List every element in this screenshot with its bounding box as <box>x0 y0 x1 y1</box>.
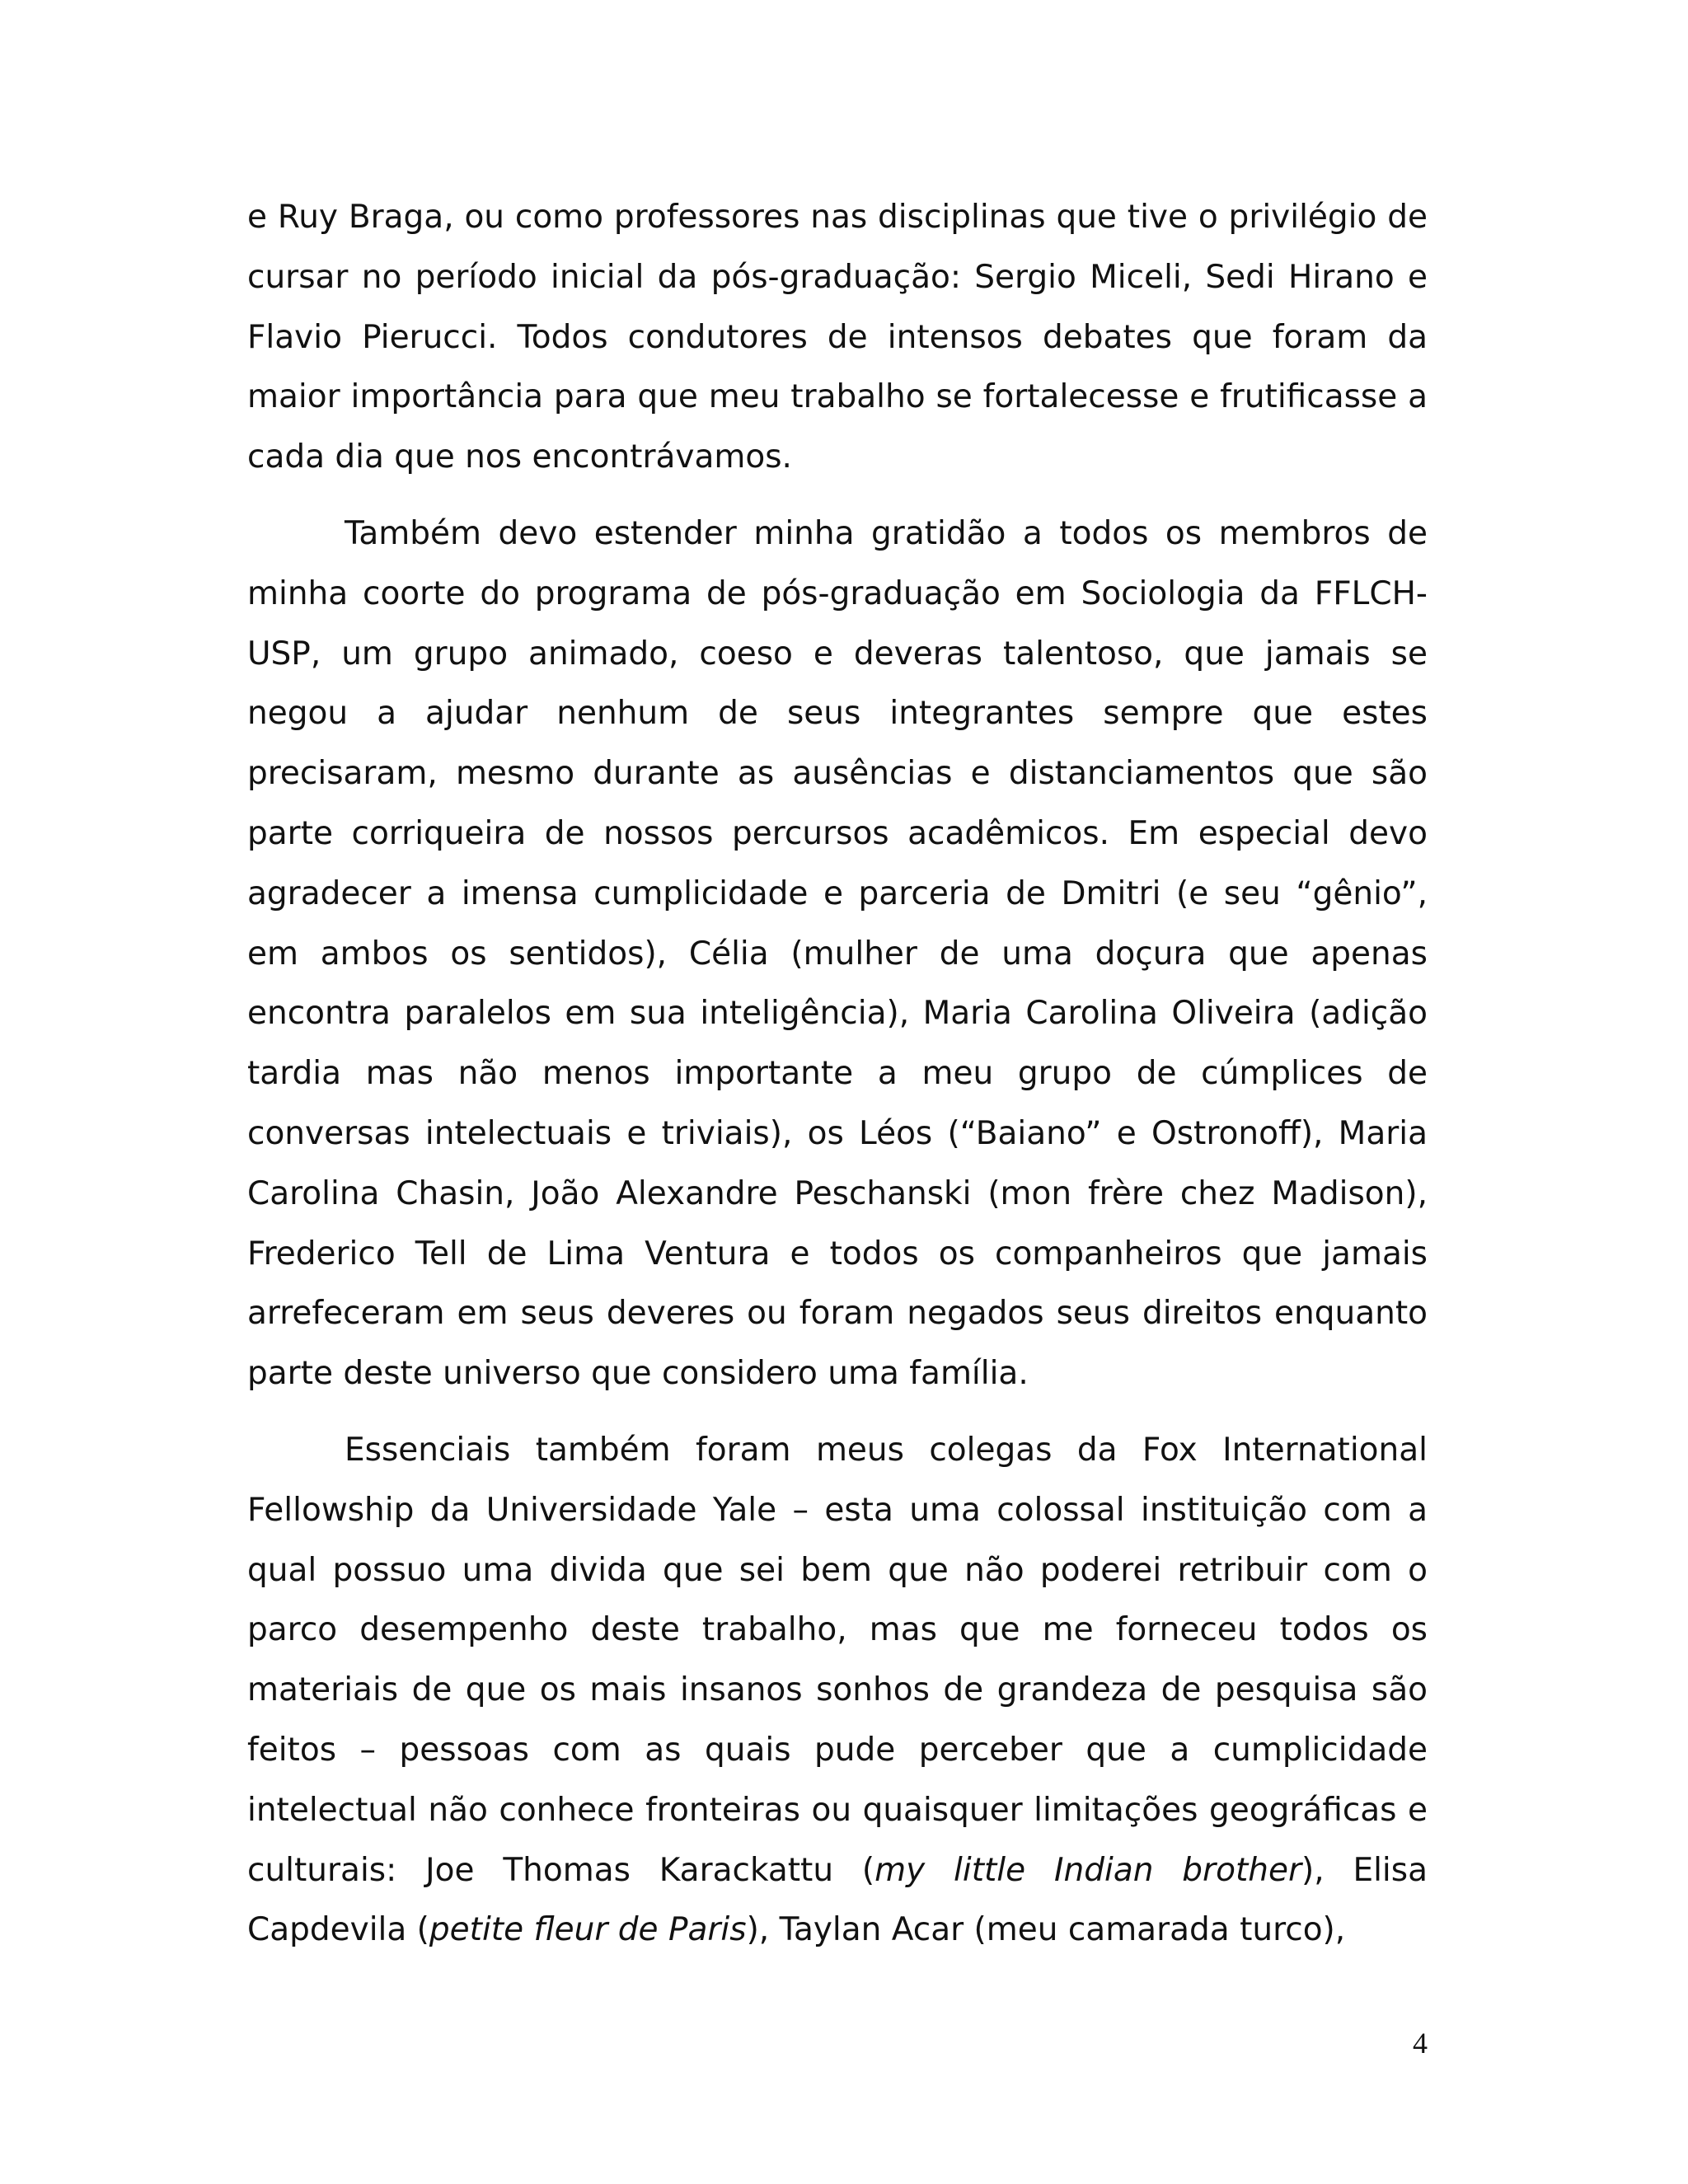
page-number: 4 <box>1413 2027 1428 2060</box>
paragraph-segment: ), Taylan Acar (meu camarada turco), <box>746 1911 1346 1949</box>
italic-phrase: my little Indian brother <box>874 1851 1301 1889</box>
paragraph-cohort-acknowledgment: Também devo estender minha gratidão a todos os membros de minha coorte do programa de pós-graduação em Sociologia da FFLCH-USP, um grupo animado, coeso e deveras talentoso, que jamais se negou a ajudar nenhum de seus integrantes sempre que estes precisaram, mesmo durante as ausências e distanciamentos que são parte corriqueira de nossos percursos acadêmicos. Em especial devo agradecer a imensa cumplicidade e parceria de Dmitri (e seu “gênio”, em ambos os sentidos), Célia (mulher de uma doçura que apenas encontra paralelos em sua inteligência), Maria Carolina Oliveira (adição tardia mas não menos importante a meu grupo de cúmplices de conversas intelectuais e triviais), os Léos (“Baiano” e Ostronoff), Maria Carolina Chasin, João Alexandre Peschanski (mon frère chez Madison), Frederico Tell de Lima Ventura e todos os companheiros que jamais arrefeceram em seus deveres ou foram negados seus direitos enquanto parte deste universo que considero uma família. <box>247 514 1428 1393</box>
body-text <box>247 188 1428 1961</box>
italic-phrase: petite fleur de Paris <box>429 1911 747 1949</box>
paragraph-segment: ), Elisa Capdevila ( <box>247 1851 1428 1949</box>
paragraph-segment: Essenciais também foram meus colegas da Fox International Fellowship da Universidade Yale – esta uma colossal instituição com a qual possuo uma divida que sei bem que não poderei retribuir com o parco desempenho deste trabalho, mas que me forneceu todos os materiais de que os mais insanos sonhos de grandeza de pesquisa são feitos – pessoas com as quais pude perceber que a cumplicidade intelectual não conhece fronteiras ou quaisquer limitações geográficas e culturais: Joe Thomas Karackattu ( <box>247 1431 1428 1889</box>
paragraph-continuation: e Ruy Braga, ou como professores nas disciplinas que tive o privilégio de cursar no período inicial da pós-graduação: Sergio Miceli, Sedi Hirano e Flavio Pierucci. Todos condutores de intensos debates que foram da maior importância para que meu trabalho se fortalecesse e frutificasse a cada dia que nos encontrávamos. <box>247 199 1428 476</box>
paragraph-fox-fellowship <box>247 1421 1428 1961</box>
